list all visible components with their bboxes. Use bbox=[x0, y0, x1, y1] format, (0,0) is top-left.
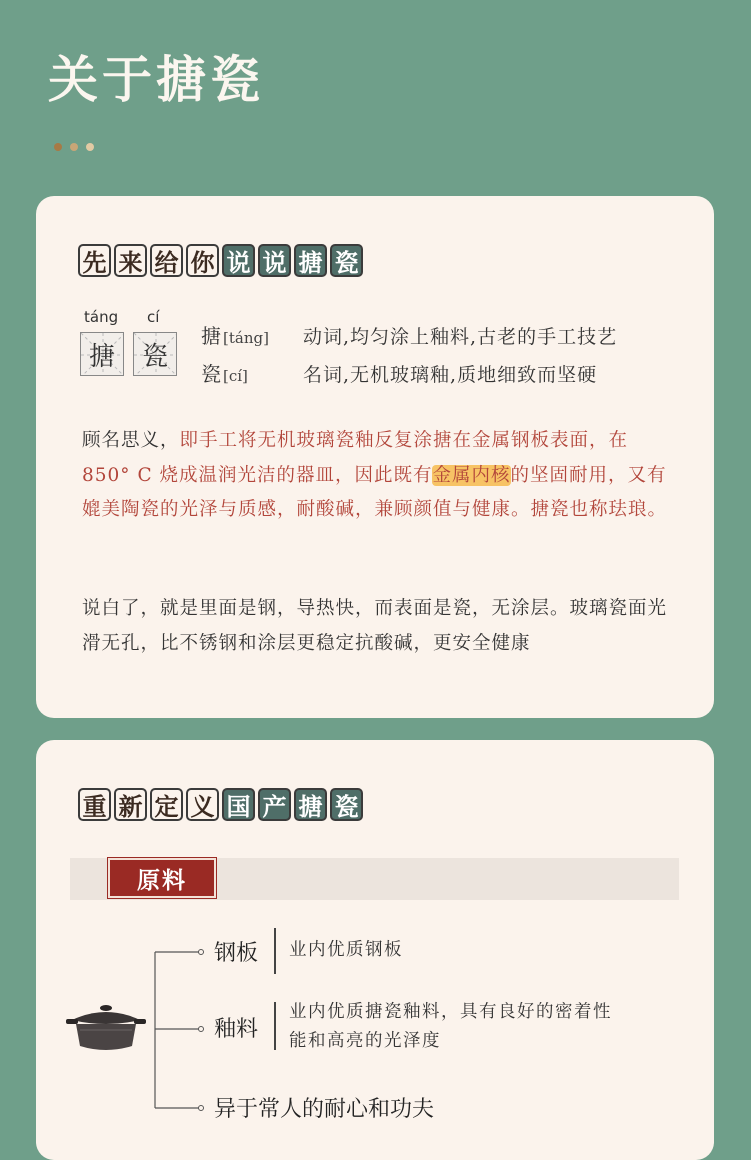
highlight-text: 金属内核 bbox=[432, 464, 511, 486]
heading-char: 先 bbox=[78, 244, 111, 277]
char-grid-tang bbox=[80, 332, 124, 376]
intro-card bbox=[36, 196, 714, 718]
heading-char: 重 bbox=[78, 788, 111, 821]
definition-row bbox=[201, 320, 617, 349]
section-heading bbox=[78, 244, 363, 277]
extra-item: 异于常人的耐心和功夫 bbox=[214, 1097, 435, 1122]
definition-row bbox=[201, 358, 597, 387]
divider bbox=[274, 1002, 276, 1050]
char-grid-ci bbox=[133, 332, 177, 376]
dot bbox=[54, 143, 62, 151]
enamel-pot-icon bbox=[66, 998, 146, 1056]
material-tag: 原料 bbox=[108, 858, 216, 898]
grid-char: 瓷 bbox=[141, 341, 168, 372]
def-char: 瓷 bbox=[201, 362, 221, 386]
material-desc bbox=[289, 936, 403, 965]
heading-char: 说 bbox=[222, 244, 255, 277]
heading-char: 定 bbox=[150, 788, 183, 821]
para-red: 即手工将无机玻璃瓷釉反复涂搪在金属钢板表面，在 850° C 烧成温润光洁的器皿，因此既有 bbox=[82, 430, 629, 486]
def-text: 名词,无机玻璃釉,质地细致而坚硬 bbox=[303, 364, 598, 386]
material-name: 釉料 bbox=[214, 1017, 259, 1042]
desc-line: 业内优质钢板 bbox=[289, 940, 403, 960]
heading-char: 瓷 bbox=[330, 788, 363, 821]
pinyin-tang: táng bbox=[84, 308, 119, 326]
intro-paragraph bbox=[82, 424, 678, 528]
material-name: 钢板 bbox=[214, 941, 259, 966]
heading-char: 你 bbox=[186, 244, 219, 277]
materials-card bbox=[36, 740, 714, 1160]
para-lead: 顾名思义， bbox=[82, 430, 180, 451]
para-red: 的坚固耐用，又有媲美陶瓷的光泽与质感，耐酸碱，兼顾颜值与健康。搪瓷也称珐琅。 bbox=[82, 464, 668, 520]
desc-line: 业内优质搪瓷釉料，具有良好的密着性 bbox=[289, 1002, 612, 1022]
desc-line: 能和高亮的光泽度 bbox=[289, 1031, 441, 1051]
heading-char: 搪 bbox=[294, 244, 327, 277]
heading-char: 说 bbox=[258, 244, 291, 277]
divider bbox=[274, 928, 276, 974]
heading-char: 搪 bbox=[294, 788, 327, 821]
pinyin-ci: cí bbox=[147, 308, 160, 326]
summary-paragraph: 说白了，就是里面是钢，导热快，而表面是瓷，无涂层。玻璃瓷面光滑无孔，比不锈钢和涂层更稳定抗酸碱，更安全健康 bbox=[82, 598, 668, 654]
def-text: 动词,均匀涂上釉料,古老的手工技艺 bbox=[303, 326, 618, 348]
dot bbox=[70, 143, 78, 151]
heading-char: 给 bbox=[150, 244, 183, 277]
heading-char: 义 bbox=[186, 788, 219, 821]
material-desc bbox=[289, 998, 612, 1056]
dot bbox=[86, 143, 94, 151]
heading-char: 新 bbox=[114, 788, 147, 821]
heading-char: 国 bbox=[222, 788, 255, 821]
heading-char: 产 bbox=[258, 788, 291, 821]
page-title: 关于搪瓷 bbox=[48, 51, 264, 109]
decorative-dots bbox=[54, 143, 94, 151]
def-char: 搪 bbox=[201, 324, 221, 348]
def-pinyin: [táng] bbox=[223, 329, 269, 347]
heading-char: 来 bbox=[114, 244, 147, 277]
heading-char: 瓷 bbox=[330, 244, 363, 277]
def-pinyin: [cí] bbox=[223, 367, 248, 385]
grid-char: 搪 bbox=[88, 341, 115, 372]
